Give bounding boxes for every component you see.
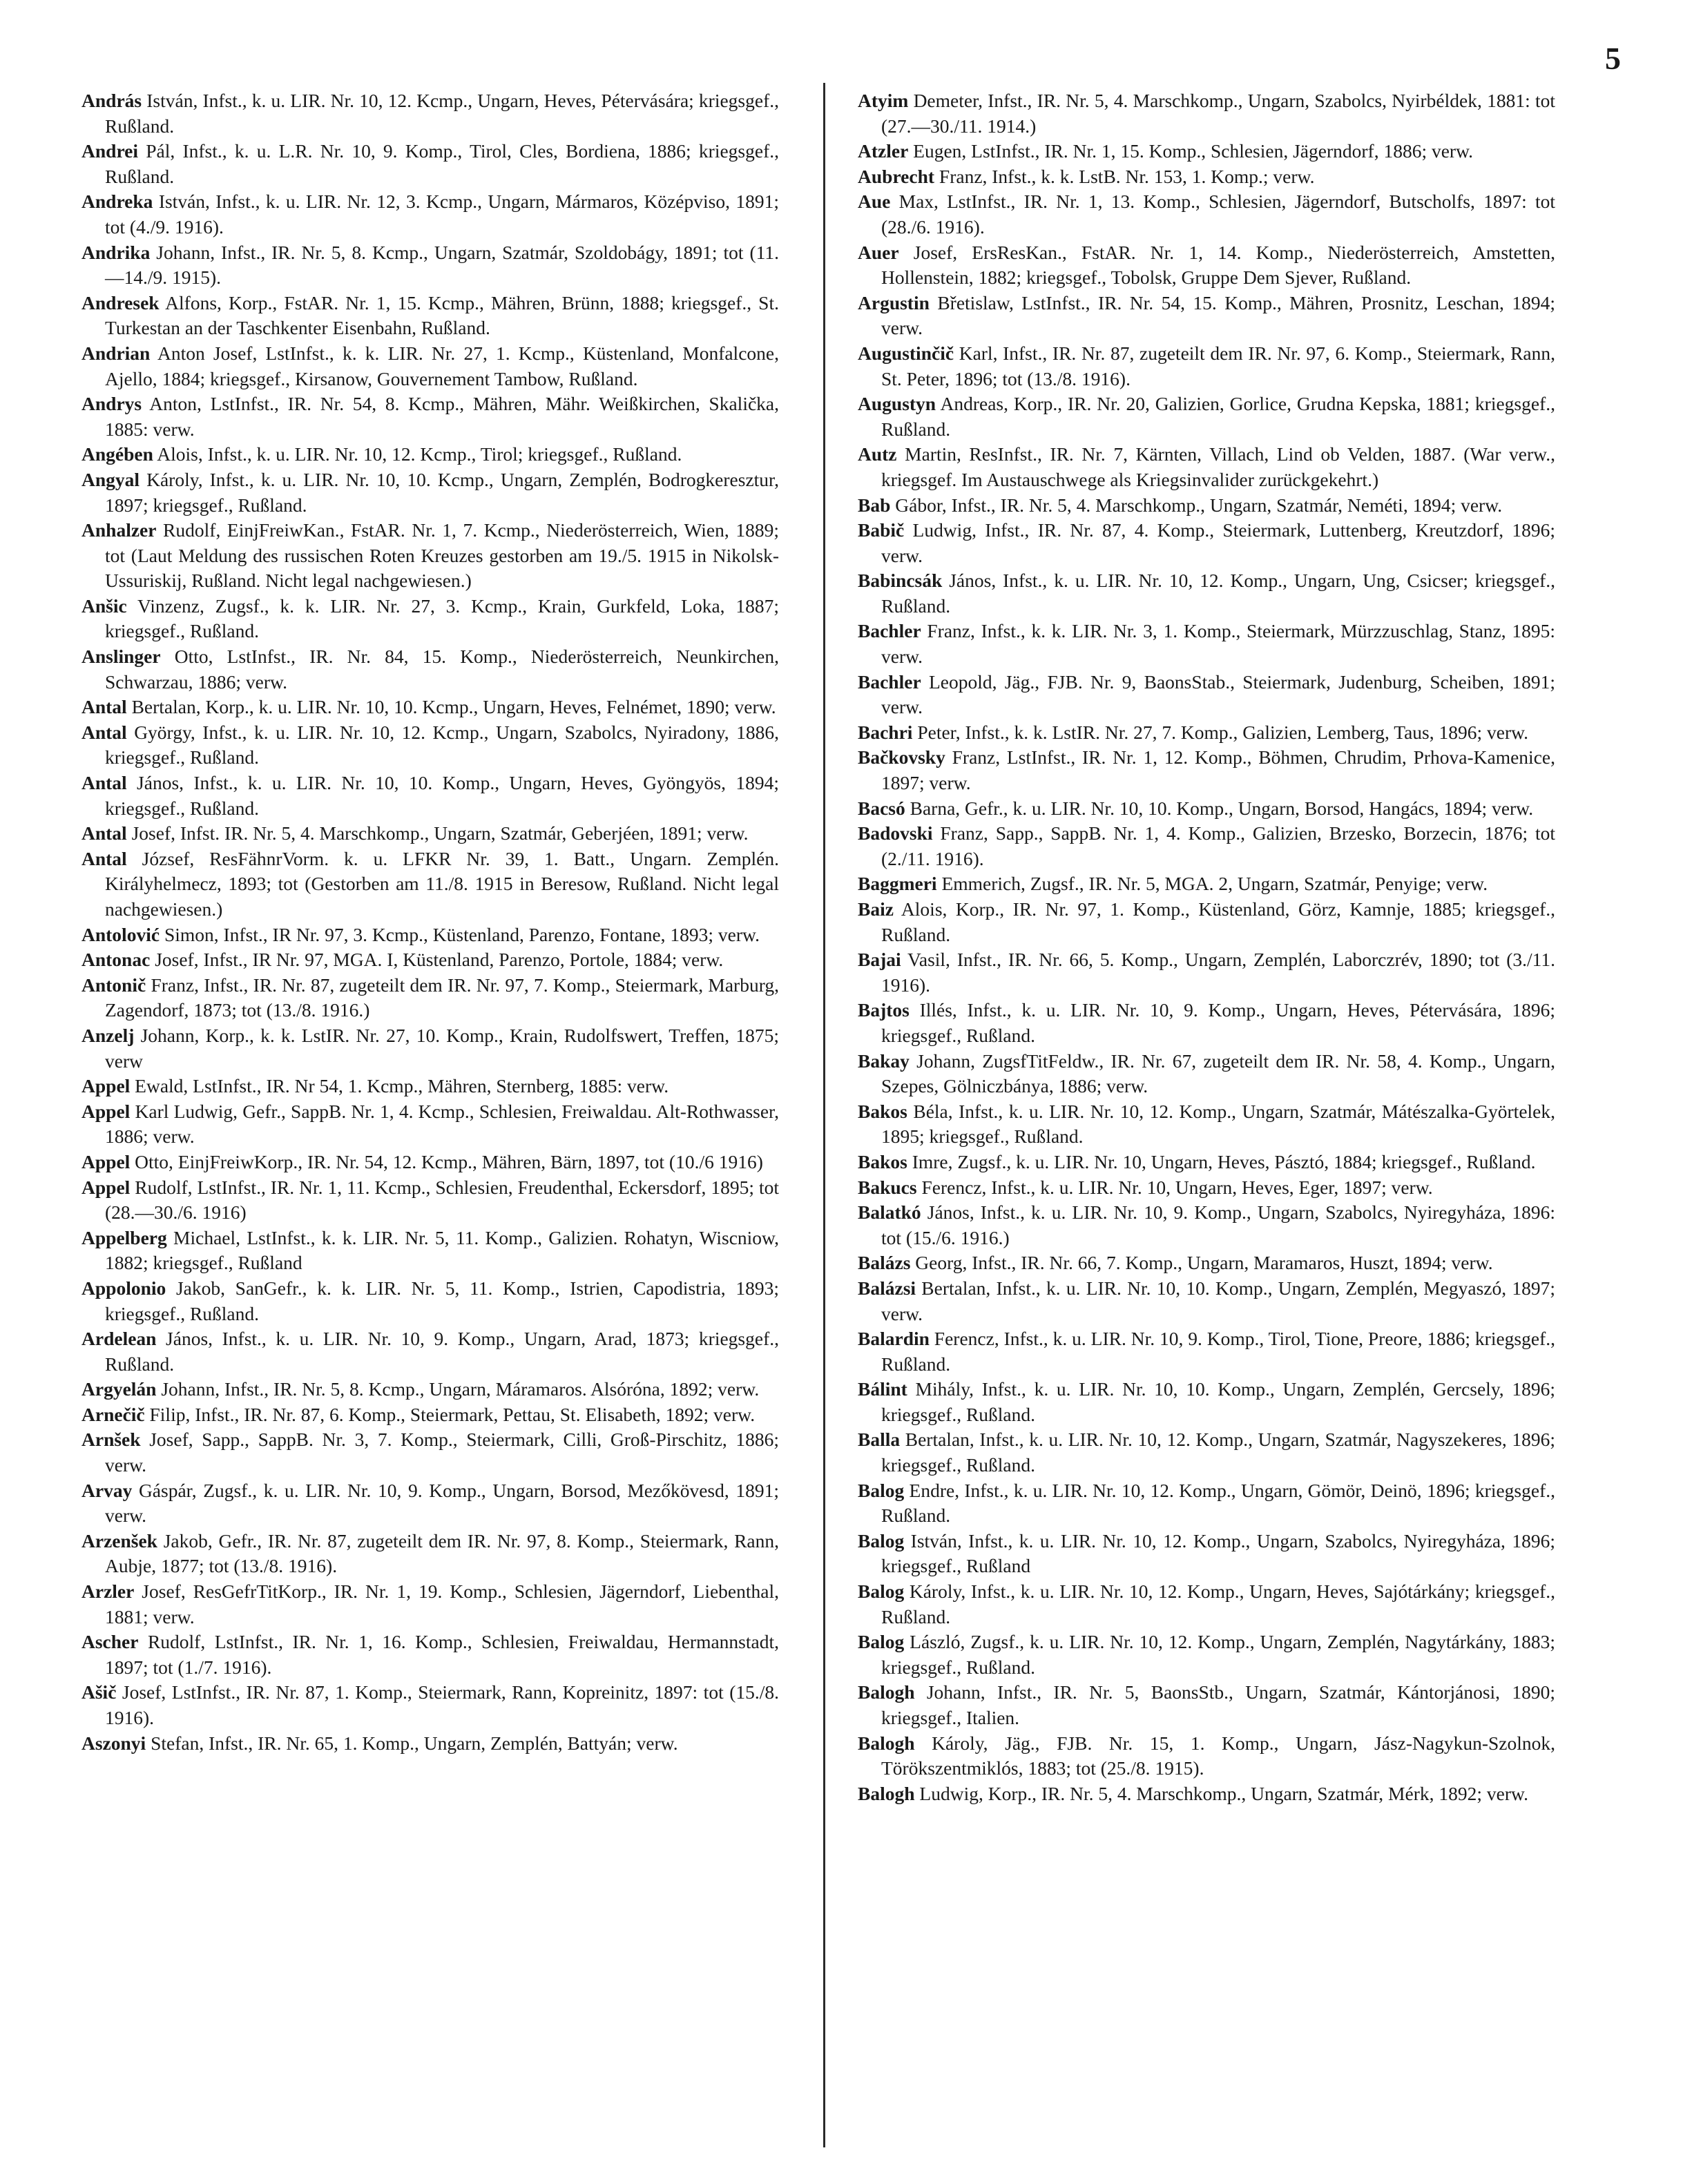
entry-details: Rudolf, LstInfst., IR. Nr. 1, 16. Komp., Schlesien, Freiwaldau, Hermannstadt, 1897; tot (1./7. 1916). <box>105 1631 779 1678</box>
entry-details: Mihály, Infst., k. u. LIR. Nr. 10, 10. Komp., Ungarn, Zemplén, Gercsely, 1896; kriegsgef., Rußland. <box>881 1378 1555 1425</box>
entry-surname: Andrei <box>81 140 139 162</box>
list-entry <box>81 1529 779 1579</box>
entry-details: Imre, Zugsf., k. u. LIR. Nr. 10, Ungarn, Heves, Pásztó, 1884; kriegsgef., Rußland. <box>907 1150 1536 1172</box>
entry-surname: Atyim <box>858 90 909 111</box>
list-entry <box>858 240 1555 291</box>
list-entry <box>81 518 779 594</box>
list-entry <box>858 998 1555 1048</box>
entry-surname: Appel <box>81 1100 131 1122</box>
entry-details: Pál, Infst., k. u. L.R. Nr. 10, 9. Komp., Tirol, Cles, Bordiena, 1886; kriegsgef., Rußland. <box>105 140 779 187</box>
entry-surname: Arnečič <box>81 1403 145 1425</box>
list-entry <box>81 1427 779 1478</box>
entry-details: Rudolf, LstInfst., IR. Nr. 1, 11. Kcmp., Schlesien, Freudenthal, Eckersdorf, 1895; tot (28.—30./6. 1916) <box>105 1176 779 1224</box>
entry-details: Ferencz, Infst., k. u. LIR. Nr. 10, Ungarn, Heves, Eger, 1897; verw. <box>916 1176 1433 1198</box>
list-entry <box>81 1731 779 1757</box>
entry-details: Johann, Infst., IR. Nr. 5, 8. Kcmp., Ungarn, Máramaros. Alsóróna, 1892; verw. <box>156 1378 760 1400</box>
entry-surname: Balogh <box>858 1732 915 1754</box>
entry-surname: Andresek <box>81 291 160 313</box>
list-entry <box>858 1276 1555 1326</box>
entry-surname: Balatkó <box>858 1201 921 1224</box>
entry-details: Alois, Korp., IR. Nr. 97, 1. Komp., Küstenland, Görz, Kamnje, 1885; kriegsgef., Rußland. <box>881 898 1555 945</box>
entry-details: Andreas, Korp., IR. Nr. 20, Galizien, Gorlice, Grudna Kepska, 1881; kriegsgef., Rußland. <box>881 393 1555 440</box>
entry-surname: Bachler <box>858 670 921 693</box>
list-entry <box>81 189 779 240</box>
entry-surname: Balog <box>858 1529 905 1552</box>
entry-details: Otto, EinjFreiwKorp., IR. Nr. 54, 12. Kcmp., Mähren, Bärn, 1897, tot (10./6 1916) <box>130 1150 763 1172</box>
list-entry <box>81 1150 779 1175</box>
entry-surname: Bakucs <box>858 1176 917 1198</box>
entry-details: Johann, Infst., IR. Nr. 5, 8. Kcmp., Ungarn, Szatmár, Szoldobágy, 1891; tot (11.—14./9. 1915). <box>105 241 779 289</box>
entry-details: Filip, Infst., IR. Nr. 87, 6. Komp., Steiermark, Pettau, St. Elisabeth, 1892; verw. <box>144 1403 756 1425</box>
list-entry <box>81 720 779 771</box>
list-entry <box>858 1200 1555 1250</box>
entry-details: Ludwig, Korp., IR. Nr. 5, 4. Marschkomp., Ungarn, Szatmár, Mérk, 1892; verw. <box>914 1782 1528 1804</box>
list-entry <box>858 871 1555 897</box>
entry-surname: Bachler <box>858 620 921 642</box>
entry-surname: Bakay <box>858 1050 910 1072</box>
list-entry <box>858 670 1555 720</box>
entry-details: Johann, ZugsfTitFeldw., IR. Nr. 67, zugeteilt dem IR. Nr. 58, 4. Komp., Ungarn, Szepes, Gölniczbánya, 1886; verw. <box>881 1050 1555 1097</box>
entry-surname: Bacsó <box>858 797 905 819</box>
entry-details: Anton Josef, LstInfst., k. k. LIR. Nr. 27, 1. Kcmp., Küstenland, Monfalcone, Ajello, 1884; kriegsgef., Kirsanow, Gouvernement Tambow, Rußland. <box>105 342 779 389</box>
list-entry <box>81 1377 779 1402</box>
entry-surname: Aszonyi <box>81 1732 146 1754</box>
entry-surname: Baggmeri <box>858 873 937 895</box>
entry-details: Josef, LstInfst., IR. Nr. 87, 1. Komp., Steiermark, Rann, Kopreinitz, 1897: tot (15./8. 1916). <box>105 1681 779 1728</box>
entry-details: Eugen, LstInfst., IR. Nr. 1, 15. Komp., Schlesien, Jägerndorf, 1886; verw. <box>908 140 1474 162</box>
list-entry <box>858 1731 1555 1781</box>
entry-details: János, Infst., k. u. LIR. Nr. 10, 10. Komp., Ungarn, Heves, Gyöngyös, 1894; kriegsgef., Rußland. <box>105 772 779 819</box>
entry-details: Peter, Infst., k. k. LstIR. Nr. 27, 7. Komp., Galizien, Lemberg, Taus, 1896; verw. <box>912 721 1529 743</box>
entry-details: Otto, LstInfst., IR. Nr. 84, 15. Komp., Niederösterreich, Neunkirchen, Schwarzau, 1886; verw. <box>105 646 779 693</box>
list-entry <box>858 1427 1555 1478</box>
entry-details: Alfons, Korp., FstAR. Nr. 1, 15. Kcmp., Mähren, Brünn, 1888; kriegsgef., St. Turkestan an der Taschkenter Eisenbahn, Rußland. <box>105 291 779 339</box>
list-entry <box>858 745 1555 795</box>
list-entry <box>858 1250 1555 1276</box>
entry-surname: Atzler <box>858 140 909 162</box>
entry-surname: Balogh <box>858 1782 915 1804</box>
entry-details: Josef, Infst. IR. Nr. 5, 4. Marschkomp., Ungarn, Szatmár, Geberjéen, 1891; verw. <box>126 822 749 844</box>
left-column <box>81 88 779 2146</box>
list-entry <box>858 1150 1555 1175</box>
entry-surname: András <box>81 90 142 111</box>
list-entry <box>858 821 1555 871</box>
entry-details: Josef, ErsResKan., FstAR. Nr. 1, 14. Komp., Niederösterreich, Amstetten, Hollenstein, 1882; kriegsgef., Tobolsk, Gruppe Dem Sjever, Rußland. <box>881 241 1555 289</box>
list-entry <box>81 594 779 644</box>
entry-details: Alois, Infst., k. u. LIR. Nr. 10, 12. Kcmp., Tirol; kriegsgef., Rußland. <box>153 443 682 465</box>
entry-surname: Arzenšek <box>81 1529 157 1552</box>
entry-details: Franz, LstInfst., IR. Nr. 1, 12. Komp., Böhmen, Chrudim, Prhova-Kamenice, 1897; verw. <box>881 746 1555 794</box>
list-entry <box>858 493 1555 519</box>
list-entry <box>81 467 779 518</box>
list-entry <box>81 1074 779 1099</box>
list-entry <box>81 240 779 291</box>
entry-details: Jakob, Gefr., IR. Nr. 87, zugeteilt dem IR. Nr. 97, 8. Komp., Steiermark, Rann, Aubje, 1877; tot (13./8. 1916). <box>105 1529 779 1577</box>
list-entry <box>81 1680 779 1730</box>
entry-details: Vasil, Infst., IR. Nr. 66, 5. Komp., Ungarn, Zemplén, Laborczrév, 1890; tot (3./11. 1916). <box>881 949 1555 996</box>
entry-surname: Appel <box>81 1176 131 1198</box>
entry-details: Károly, Jäg., FJB. Nr. 15, 1. Komp., Ungarn, Jász-Nagykun-Szolnok, Törökszentmiklós, 1883; tot (25./8. 1915). <box>881 1732 1555 1779</box>
list-entry <box>81 847 779 922</box>
entry-surname: Anšic <box>81 595 127 617</box>
entry-surname: Balogh <box>858 1681 915 1703</box>
entry-details: Gáspár, Zugsf., k. u. LIR. Nr. 10, 9. Komp., Ungarn, Borsod, Mezőkövesd, 1891; verw. <box>105 1479 779 1527</box>
list-entry <box>81 1478 779 1529</box>
entry-details: Demeter, Infst., IR. Nr. 5, 4. Marschkomp., Ungarn, Szabolcs, Nyirbéldek, 1881: tot (27.—30./11. 1914.) <box>881 90 1555 137</box>
entry-surname: Balázsi <box>858 1277 916 1299</box>
list-entry <box>858 1175 1555 1201</box>
entry-surname: Autz <box>858 443 897 465</box>
entry-surname: Appel <box>81 1075 131 1097</box>
entry-details: Max, LstInfst., IR. Nr. 1, 13. Komp., Schlesien, Jägerndorf, Butscholfs, 1897: tot (28./6. 1916). <box>881 191 1555 238</box>
entry-details: Ewald, LstInfst., IR. Nr 54, 1. Kcmp., Mähren, Sternberg, 1885: verw. <box>130 1075 669 1097</box>
entry-surname: Antal <box>81 772 127 794</box>
list-entry <box>81 1099 779 1150</box>
list-entry <box>81 1326 779 1377</box>
entry-details: Jakob, SanGefr., k. k. LIR. Nr. 5, 11. Komp., Istrien, Capodistria, 1893; kriegsgef., Rußland. <box>105 1277 779 1324</box>
list-entry <box>858 1099 1555 1150</box>
list-entry <box>858 1326 1555 1377</box>
list-entry <box>858 796 1555 822</box>
entry-details: Bertalan, Korp., k. u. LIR. Nr. 10, 10. Kcmp., Ungarn, Heves, Felnémet, 1890; verw. <box>126 696 776 718</box>
list-entry <box>858 518 1555 568</box>
list-entry <box>858 720 1555 746</box>
entry-surname: Aubrecht <box>858 165 935 187</box>
entry-details: Georg, Infst., IR. Nr. 66, 7. Komp., Ungarn, Maramaros, Huszt, 1894; verw. <box>910 1252 1493 1274</box>
entry-details: János, Infst., k. u. LIR. Nr. 10, 9. Komp., Ungarn, Arad, 1873; kriegsgef., Rußland. <box>105 1328 779 1375</box>
list-entry <box>858 568 1555 619</box>
list-entry <box>81 341 779 392</box>
entry-details: Barna, Gefr., k. u. LIR. Nr. 10, 10. Komp., Ungarn, Borsod, Hangács, 1894; verw. <box>905 797 1534 819</box>
entry-details: Emmerich, Zugsf., IR. Nr. 5, MGA. 2, Ungarn, Szatmár, Penyige; verw. <box>936 873 1488 895</box>
entry-surname: Andrys <box>81 393 142 415</box>
entry-surname: Balardin <box>858 1328 930 1350</box>
entry-details: Illés, Infst., k. u. LIR. Nr. 10, 9. Komp., Ungarn, Heves, Pétervására, 1896; kriegsgef., Rußland. <box>881 999 1555 1046</box>
list-entry <box>81 392 779 442</box>
list-entry <box>858 1377 1555 1427</box>
entry-surname: Argyelán <box>81 1378 157 1400</box>
entry-surname: Augustinčič <box>858 342 954 364</box>
entry-surname: Anhalzer <box>81 519 157 541</box>
entry-surname: Antonič <box>81 974 146 996</box>
entry-surname: Balog <box>858 1581 905 1603</box>
list-entry <box>81 947 779 973</box>
entry-details: János, Infst., k. u. LIR. Nr. 10, 12. Komp., Ungarn, Ung, Csicser; kriegsgef., Rußland. <box>881 570 1555 617</box>
list-entry <box>81 821 779 847</box>
entry-details: Bertalan, Infst., k. u. LIR. Nr. 10, 10. Komp., Ungarn, Zemplén, Megyaszó, 1897; verw. <box>881 1277 1555 1324</box>
list-entry <box>858 897 1555 947</box>
entry-details: Vinzenz, Zugsf., k. k. LIR. Nr. 27, 3. Kcmp., Krain, Gurkfeld, Loka, 1887; kriegsgef., Rußland. <box>105 595 779 642</box>
entry-details: János, Infst., k. u. LIR. Nr. 10, 9. Komp., Ungarn, Szabolcs, Nyiregyháza, 1896: tot (15./6. 1916.) <box>881 1201 1555 1248</box>
entry-surname: Argustin <box>858 291 930 313</box>
entry-details: Karl Ludwig, Gefr., SappB. Nr. 1, 4. Kcmp., Schlesien, Freiwaldau. Alt-Rothwasser, 1886; verw. <box>105 1100 779 1148</box>
entry-surname: Bajtos <box>858 999 910 1021</box>
entry-surname: Arvay <box>81 1479 133 1501</box>
entry-details: Károly, Infst., k. u. LIR. Nr. 10, 10. Kcmp., Ungarn, Zemplén, Bodrogkeresztur, 1897; kriegsgef., Rußland. <box>105 468 779 516</box>
entry-surname: Antal <box>81 696 127 718</box>
entry-surname: Appolonio <box>81 1277 166 1299</box>
entry-surname: Bakos <box>858 1100 907 1122</box>
list-entry <box>858 291 1555 341</box>
entry-surname: Balog <box>858 1631 905 1653</box>
entry-surname: Bakos <box>858 1150 907 1172</box>
entry-details: Ferencz, Infst., k. u. LIR. Nr. 10, 9. Komp., Tirol, Tione, Preore, 1886; kriegsgef., Rußland. <box>881 1328 1555 1375</box>
list-entry <box>81 922 779 948</box>
right-column <box>858 88 1555 2146</box>
entry-details: László, Zugsf., k. u. LIR. Nr. 10, 12. Komp., Ungarn, Zemplén, Nagytárkány, 1883; kriegsgef., Rußland. <box>881 1631 1555 1678</box>
list-entry <box>858 1529 1555 1579</box>
list-entry <box>858 164 1555 190</box>
entry-details: Ludwig, Infst., IR. Nr. 87, 4. Komp., Steiermark, Luttenberg, Kreutzdorf, 1896; verw. <box>881 519 1555 566</box>
entry-surname: Balla <box>858 1429 901 1451</box>
list-entry <box>858 88 1555 139</box>
page-number: 5 <box>1605 41 1621 76</box>
list-entry <box>858 139 1555 164</box>
entry-surname: Babič <box>858 519 905 541</box>
entry-surname: Ašič <box>81 1681 117 1703</box>
list-entry <box>81 139 779 189</box>
entry-details: István, Infst., k. u. LIR. Nr. 12, 3. Kcmp., Ungarn, Mármaros, Középviso, 1891; tot (4./9. 1916). <box>105 191 779 238</box>
entry-surname: Bab <box>858 494 891 516</box>
entry-surname: Badovski <box>858 822 933 844</box>
entry-details: Leopold, Jäg., FJB. Nr. 9, BaonsStab., Steiermark, Judenburg, Scheiben, 1891; verw. <box>881 670 1555 718</box>
entry-surname: Arnšek <box>81 1429 141 1451</box>
entry-surname: Andrian <box>81 342 151 364</box>
column-divider <box>823 83 825 2147</box>
list-entry <box>81 973 779 1023</box>
entry-surname: Auer <box>858 241 899 263</box>
entry-surname: Bačkovsky <box>858 746 945 769</box>
list-entry <box>81 1023 779 1074</box>
list-entry <box>858 1781 1555 1807</box>
entry-surname: Antolović <box>81 923 160 945</box>
entry-surname: Ascher <box>81 1631 139 1653</box>
entry-details: Josef, Sapp., SappB. Nr. 3, 7. Komp., Steiermark, Cilli, Groß-Pirschitz, 1886; verw. <box>105 1429 779 1476</box>
list-entry <box>81 1226 779 1276</box>
list-entry <box>81 1175 779 1226</box>
entry-details: Martin, ResInfst., IR. Nr. 7, Kärnten, Villach, Lind ob Velden, 1887. (War verw., kriegsgef. Im Austauschwege als Kriegsinvalider zurückgekehrt.) <box>881 443 1555 490</box>
entry-details: György, Infst., k. u. LIR. Nr. 10, 12. Kcmp., Ungarn, Szabolcs, Nyiradony, 1886, kriegsgef., Rußland. <box>105 721 779 769</box>
entry-surname: Andrika <box>81 241 151 263</box>
list-entry <box>81 771 779 821</box>
entry-details: Simon, Infst., IR Nr. 97, 3. Kcmp., Küstenland, Parenzo, Fontane, 1893; verw. <box>160 923 760 945</box>
list-entry <box>858 1680 1555 1730</box>
list-entry <box>81 644 779 695</box>
entry-details: Franz, Sapp., SappB. Nr. 1, 4. Komp., Galizien, Brzesko, Borzecin, 1876; tot (2./11. 1916). <box>881 822 1555 869</box>
list-entry <box>81 442 779 467</box>
list-entry <box>858 619 1555 669</box>
entry-details: Rudolf, EinjFreiwKan., FstAR. Nr. 1, 7. Kcmp., Niederösterreich, Wien, 1889; tot (Laut Meldung des russischen Roten Kreuzes gestorben am 19./5. 1915 in Nikolsk-Ussuriskij, Rußland. Nicht legal nachgewiesen.) <box>105 519 779 592</box>
entry-surname: Appelberg <box>81 1226 167 1248</box>
entry-details: István, Infst., k. u. LIR. Nr. 10, 12. Komp., Ungarn, Szabolcs, Nyiregyháza, 1896; kriegsgef., Rußland <box>881 1529 1555 1577</box>
entry-details: Stefan, Infst., IR. Nr. 65, 1. Komp., Ungarn, Zemplén, Battyán; verw. <box>146 1732 678 1754</box>
entry-surname: Balázs <box>858 1252 911 1274</box>
list-entry <box>81 1276 779 1326</box>
entry-surname: Antal <box>81 721 127 743</box>
entry-surname: Balog <box>858 1479 905 1501</box>
entry-details: Károly, Infst., k. u. LIR. Nr. 10, 12. Komp., Ungarn, Heves, Sajótárkány; kriegsgef., Rußland. <box>881 1581 1555 1627</box>
entry-surname: Ardelean <box>81 1328 157 1350</box>
list-entry <box>81 1630 779 1680</box>
list-entry <box>858 442 1555 492</box>
list-entry <box>858 1579 1555 1630</box>
list-entry <box>858 189 1555 240</box>
entry-surname: Angyal <box>81 468 140 490</box>
entry-surname: Angében <box>81 443 153 465</box>
entry-surname: Aue <box>858 191 891 213</box>
entry-details: Johann, Korp., k. k. LstIR. Nr. 27, 10. Komp., Krain, Rudolfswert, Treffen, 1875; verw <box>105 1024 779 1072</box>
list-entry <box>858 1478 1555 1529</box>
list-entry <box>858 1630 1555 1680</box>
entry-surname: Arzler <box>81 1581 135 1603</box>
entry-surname: Anslinger <box>81 646 161 668</box>
entry-details: Johann, Infst., IR. Nr. 5, BaonsStb., Ungarn, Szatmár, Kántorjánosi, 1890; kriegsgef., Italien. <box>881 1681 1555 1728</box>
entry-details: Břetislaw, LstInfst., IR. Nr. 54, 15. Komp., Mähren, Prosnitz, Leschan, 1894; verw. <box>881 291 1555 339</box>
list-entry <box>858 392 1555 442</box>
entry-surname: Antal <box>81 847 127 869</box>
entry-details: István, Infst., k. u. LIR. Nr. 10, 12. Kcmp., Ungarn, Heves, Pétervására; kriegsgef., Rußland. <box>105 90 779 137</box>
entry-surname: Antonac <box>81 949 151 971</box>
entry-details: Josef, Infst., IR Nr. 97, MGA. I, Küstenland, Parenzo, Portole, 1884; verw. <box>150 949 724 971</box>
list-entry <box>81 291 779 341</box>
entry-details: Franz, Infst., IR. Nr. 87, zugeteilt dem IR. Nr. 97, 7. Komp., Steiermark, Marburg, Zagendorf, 1873; tot (13./8. 1916.) <box>105 974 779 1021</box>
entry-surname: Anzelj <box>81 1024 135 1046</box>
entry-details: Franz, Infst., k. k. LIR. Nr. 3, 1. Komp., Steiermark, Mürzzuschlag, Stanz, 1895: verw. <box>881 620 1555 668</box>
entry-surname: Bachri <box>858 721 913 743</box>
entry-details: Anton, LstInfst., IR. Nr. 54, 8. Kcmp., Mähren, Mähr. Weißkirchen, Skalička, 1885: verw. <box>105 393 779 440</box>
entry-surname: Antal <box>81 822 127 844</box>
entry-surname: Andreka <box>81 191 153 213</box>
list-entry <box>858 1049 1555 1099</box>
entry-details: Gábor, Infst., IR. Nr. 5, 4. Marschkomp., Ungarn, Szatmár, Neméti, 1894; verw. <box>890 494 1503 516</box>
entry-surname: Augustyn <box>858 393 936 415</box>
entry-details: Béla, Infst., k. u. LIR. Nr. 10, 12. Komp., Ungarn, Szatmár, Mátészalka-Györtelek, 1895; kriegsgef., Rußland. <box>881 1100 1555 1148</box>
entry-details: Bertalan, Infst., k. u. LIR. Nr. 10, 12. Komp., Ungarn, Szatmár, Nagyszekeres, 1896; kriegsgef., Rußland. <box>881 1429 1555 1476</box>
entry-details: József, ResFähnrVorm. k. u. LFKR Nr. 39, 1. Batt., Ungarn. Zemplén. Királyhelmecz, 1893; tot (Gestorben am 11./8. 1915 in Beresow, Rußland. Nicht legal nachgewiesen.) <box>105 847 779 920</box>
list-entry <box>81 1579 779 1630</box>
entry-details: Michael, LstInfst., k. k. LIR. Nr. 5, 11. Komp., Galizien. Rohatyn, Wiscniow, 1882; kriegsgef., Rußland <box>105 1226 779 1274</box>
list-entry <box>858 947 1555 998</box>
entry-surname: Bálint <box>858 1378 907 1400</box>
entry-surname: Baiz <box>858 898 894 920</box>
list-entry <box>81 1402 779 1428</box>
entry-details: Franz, Infst., k. k. LstB. Nr. 153, 1. Komp.; verw. <box>934 165 1315 187</box>
entry-details: Josef, ResGefrTitKorp., IR. Nr. 1, 19. Komp., Schlesien, Jägerndorf, Liebenthal, 1881; verw. <box>105 1581 779 1627</box>
entry-surname: Bajai <box>858 949 901 971</box>
list-entry <box>81 695 779 720</box>
entry-details: Endre, Infst., k. u. LIR. Nr. 10, 12. Komp., Ungarn, Gömör, Deinö, 1896; kriegsgef., Rußland. <box>881 1479 1555 1527</box>
list-entry <box>858 341 1555 392</box>
entry-surname: Babincsák <box>858 570 943 592</box>
entry-surname: Appel <box>81 1150 131 1172</box>
list-entry <box>81 88 779 139</box>
entry-details: Karl, Infst., IR. Nr. 87, zugeteilt dem IR. Nr. 97, 6. Komp., Steiermark, Rann, St. Peter, 1896; tot (13./8. 1916). <box>881 342 1555 389</box>
